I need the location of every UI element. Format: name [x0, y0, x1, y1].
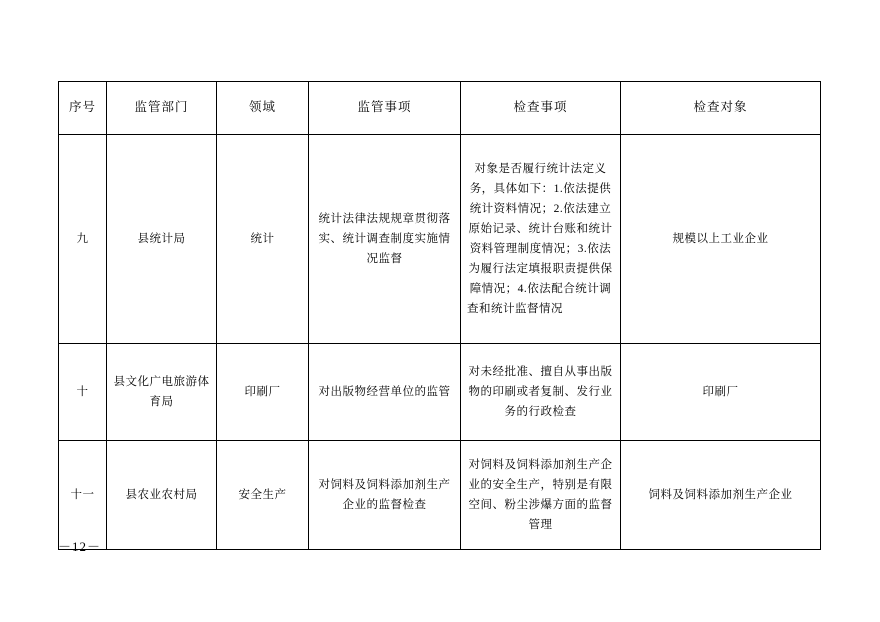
column-header-inspection-target: 检查对象 — [621, 82, 821, 135]
page-number: －12－ — [58, 539, 102, 554]
cell-inspection-target: 印刷厂 — [621, 344, 821, 441]
cell-supervision-item: 对饲料及饲料添加剂生产企业的监督检查 — [309, 441, 461, 550]
table-header-row — [59, 82, 821, 135]
cell-department: 县农业农村局 — [107, 441, 217, 550]
cell-seq: 十 — [59, 344, 107, 441]
cell-department: 县统计局 — [107, 135, 217, 344]
cell-inspection-item: 对象是否履行统计法定义务，具体如下：1.依法提供统计资料情况；2.依法建立原始记录、统计台账和统计资料管理制度情况；3.依法为履行法定填报职责提供保障情况；4.依法配合统计调查和统计监督情况 — [461, 135, 621, 344]
table-body — [59, 135, 821, 550]
table-header — [59, 82, 821, 135]
column-header-field: 领域 — [217, 82, 309, 135]
regulation-table — [58, 81, 821, 550]
table-row — [59, 135, 821, 344]
cell-field: 统计 — [217, 135, 309, 344]
cell-field: 安全生产 — [217, 441, 309, 550]
column-header-department: 监管部门 — [107, 82, 217, 135]
cell-inspection-item: 对饲料及饲料添加剂生产企业的安全生产，特别是有限空间、粉尘涉爆方面的监督管理 — [461, 441, 621, 550]
cell-inspection-target: 饲料及饲料添加剂生产企业 — [621, 441, 821, 550]
column-header-supervision-item: 监管事项 — [309, 82, 461, 135]
cell-seq: 九 — [59, 135, 107, 344]
table-row — [59, 344, 821, 441]
regulation-table-container — [58, 81, 820, 550]
cell-supervision-item: 对出版物经营单位的监管 — [309, 344, 461, 441]
cell-field: 印刷厂 — [217, 344, 309, 441]
cell-department: 县文化广电旅游体育局 — [107, 344, 217, 441]
column-header-inspection-item: 检查事项 — [461, 82, 621, 135]
cell-inspection-target: 规模以上工业企业 — [621, 135, 821, 344]
cell-seq: 十一 — [59, 441, 107, 550]
table-row — [59, 441, 821, 550]
cell-inspection-item: 对未经批准、擅自从事出版物的印刷或者复制、发行业务的行政检查 — [461, 344, 621, 441]
column-header-seq: 序号 — [59, 82, 107, 135]
cell-supervision-item: 统计法律法规规章贯彻落实、统计调查制度实施情况监督 — [309, 135, 461, 344]
